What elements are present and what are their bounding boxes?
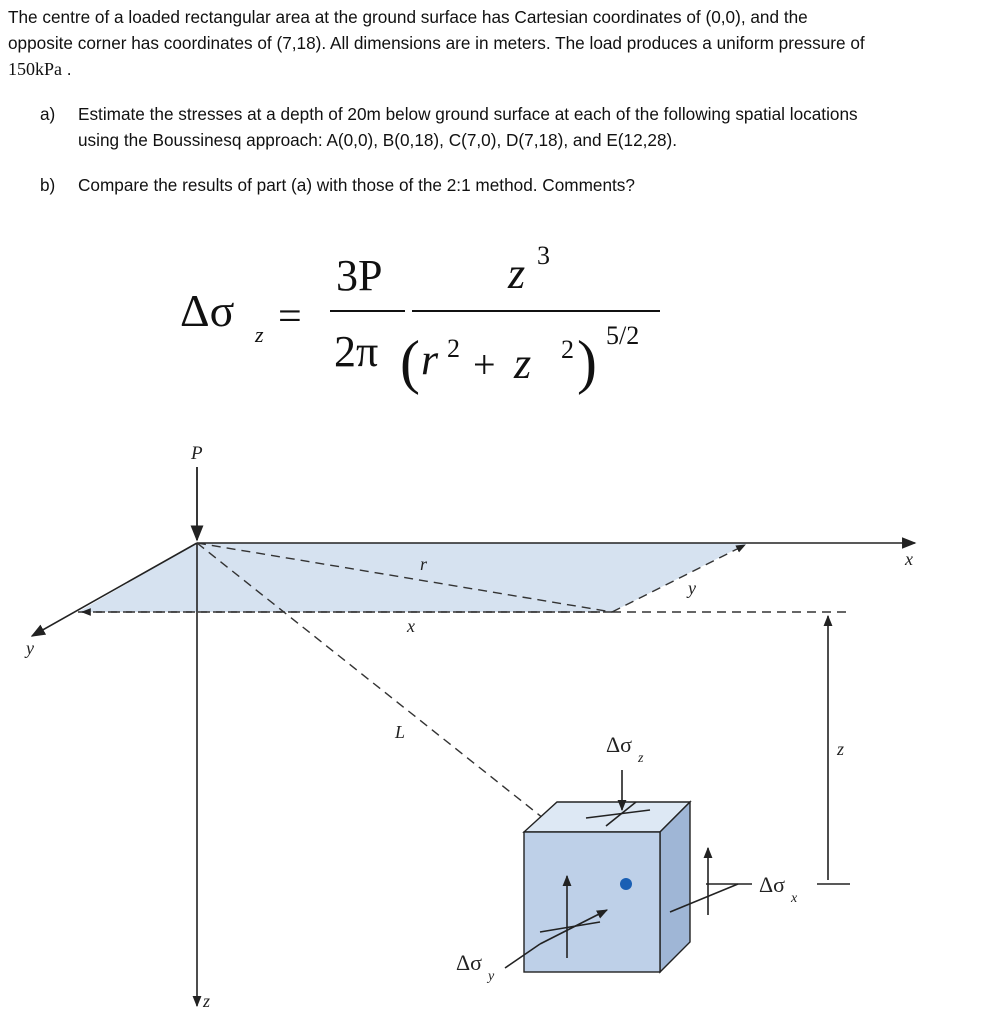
label-P: P: [191, 443, 203, 464]
label-dsy-sub: y: [488, 969, 495, 984]
formula-den-z-exp: 2: [561, 335, 574, 364]
label-dsy: Δσ: [456, 950, 483, 975]
problem-line-1: The centre of a loaded rectangular area at the ground surface has Cartesian coordinates of (0,0), and the: [8, 7, 808, 27]
formula-num-z: z: [508, 249, 526, 298]
formula-paren-open: (: [400, 329, 420, 395]
label-z-depth: z: [837, 739, 845, 759]
label-z-axis: z: [203, 991, 211, 1011]
stress-cube: [524, 802, 690, 972]
label-L: L: [395, 722, 406, 742]
boussinesq-formula: [180, 241, 660, 395]
formula-equals: =: [278, 294, 302, 340]
formula-plus: +: [473, 342, 496, 387]
pressure-suffix: .: [62, 59, 72, 79]
label-dsz: Δσ: [606, 732, 633, 757]
cube-side-face: [660, 802, 690, 972]
label-x-axis: x: [905, 549, 913, 569]
cube-front-face: [524, 832, 660, 972]
question-a-line-2: using the Boussinesq approach: A(0,0), B(0,18), C(7,0), D(7,18), and E(12,28).: [78, 130, 678, 150]
label-r: r: [420, 554, 428, 574]
formula-lhs-sub: z: [255, 322, 264, 347]
formula-paren-close: ): [577, 329, 597, 395]
pressure-value: 150kPa: [8, 59, 62, 79]
formula-den-z: z: [514, 339, 532, 388]
question-b-label: b): [40, 175, 56, 195]
label-dsx-sub: x: [791, 891, 798, 906]
formula-den-r: r: [421, 335, 439, 384]
formula-den-2pi: 2π: [334, 327, 379, 376]
question-a-line-1: Estimate the stresses at a depth of 20m below ground surface at each of the following spatial locations: [78, 104, 858, 124]
figure-labels: [24, 443, 913, 1011]
question-a-label: a): [40, 104, 56, 124]
label-x: x: [407, 616, 415, 636]
label-y: y: [688, 578, 696, 598]
question-b-line-1: Compare the results of part (a) with those of the 2:1 method. Comments?: [78, 175, 635, 195]
label-dsz-sub: z: [638, 751, 644, 766]
label-y-axis: y: [26, 638, 34, 658]
label-dsx: Δσ: [759, 872, 786, 897]
formula-den-r-exp: 2: [447, 334, 460, 363]
stress-point: [620, 878, 632, 890]
formula-num-z-exp: 3: [537, 241, 550, 270]
problem-line-2: opposite corner has coordinates of (7,18). All dimensions are in meters. The load produces a uniform pressure of: [8, 33, 865, 53]
formula-den-exp: 5/2: [606, 321, 640, 350]
formula-num-3P: 3P: [336, 251, 383, 300]
formula-lhs-symbol: Δσ: [180, 285, 235, 336]
